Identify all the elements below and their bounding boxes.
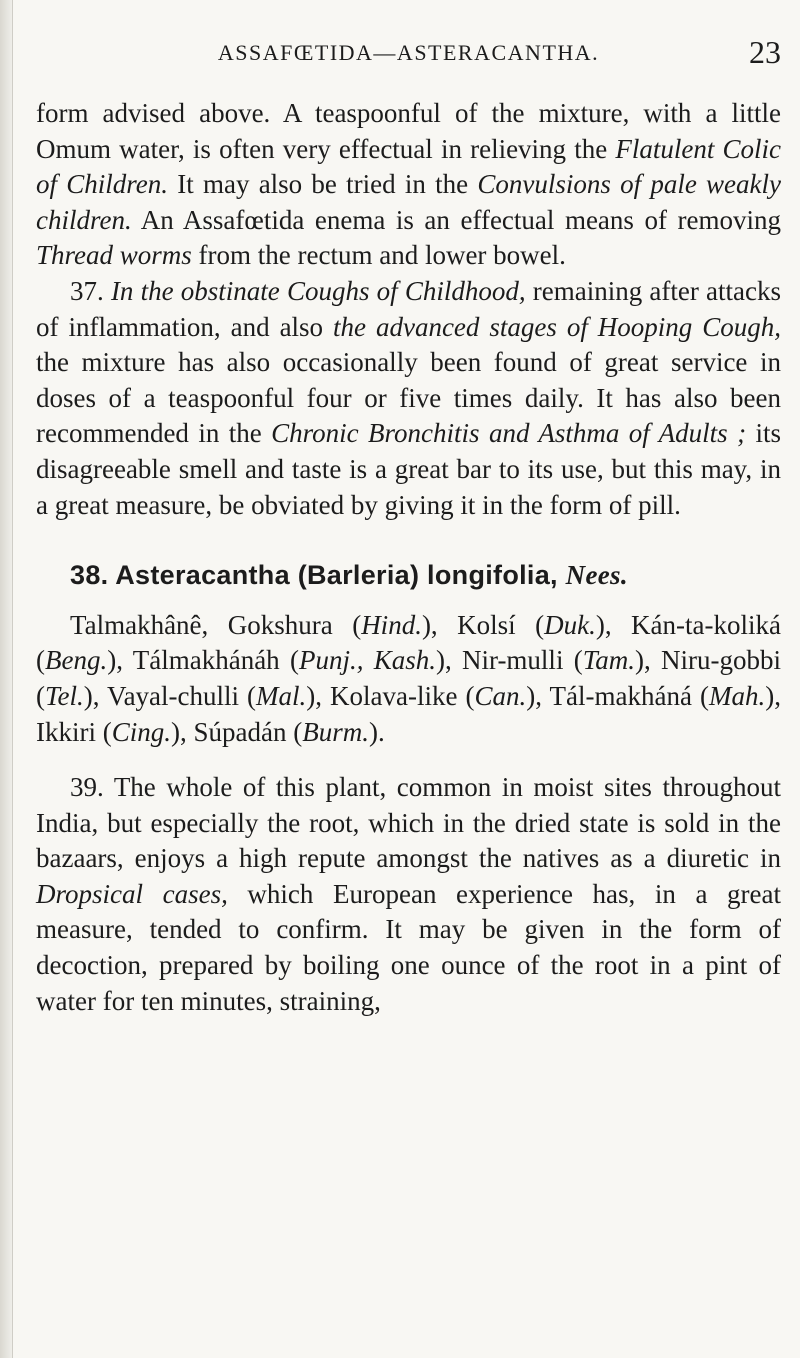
name-run: ), Vayal-chulli ( [83,680,257,711]
name-run: ), Kolsí ( [421,609,545,640]
italic-term: In the obstinate Coughs of Childhood, [110,275,526,306]
paragraph-continued [36,96,781,274]
language-abbrev: Duk. [544,609,596,640]
section-gap [36,523,781,558]
italic-term: Dropsical cases, [36,878,228,909]
text-run: 39. The whole of this plant, common in moist sites throughout India, but especially the root, which in the dried state is sold in the bazaars, enjoys a high repute amongst the natives as a diuretic in [36,772,781,874]
paragraph-number: 37. [70,275,111,306]
name-run: ), Kán-ta-koliká ( [36,609,781,676]
heading-title: 38. Asteracantha (Barleria) longifolia, [70,560,566,591]
page-number: 23 [749,34,781,70]
language-abbrev: Punj., Kash. [298,645,436,676]
text-run: form advised above. A teaspoonful of the mixture, with a little Omum water, is often very effectual in relieving the [36,98,781,164]
paragraph-39 [36,770,781,1019]
italic-term: Chronic Bronchitis and Asthma of Adults ; [271,418,747,449]
text-run: It may also be tried in the [168,169,478,200]
text-run: its disagreeable smell and taste is a great bar to its use, but this may, in a great measure, be obviated by giving it in the form of pill. [36,418,782,520]
page-binding-edge [0,0,13,1358]
name-run: Talmakhânê, Gokshura ( [70,609,362,640]
language-abbrev: Can. [474,680,527,711]
name-run: ), Tál-makháná ( [526,680,709,711]
running-head: ASSAFŒTIDA—ASTERACANTHA. [217,40,600,65]
language-abbrev: Mah. [709,680,766,711]
name-run: ). [368,716,385,747]
text-run: remaining after attacks of inflammation, and also [36,275,781,342]
text-run: from the rectum and lower bowel. [191,240,566,271]
language-abbrev: Burm. [302,716,369,747]
italic-term: the advanced stages of Hooping Cough, [333,311,781,342]
paragraph-37 [36,274,781,523]
name-run: ), Nir-mulli ( [435,645,583,676]
language-abbrev: Hind. [361,609,422,640]
name-run: ), Ikkiri ( [36,680,781,747]
text-run: which European experience has, in a great measure, tended to confirm. It may be given in the form of decoction, prepared by boiling one ounce of the root in a pint of water for ten minutes, straining, [36,878,781,1016]
language-abbrev: Cing. [111,716,171,747]
language-abbrev: Tel. [45,680,84,711]
name-run: ), Tálmakhánáh ( [107,645,299,676]
vernacular-names [36,608,781,750]
text-run: An Assafœtida enema is an effectual means of removing [131,204,781,235]
heading-author: Nees. [565,560,628,591]
italic-term: Thread worms [36,240,192,271]
language-abbrev: Beng. [45,645,108,676]
name-run: ), Súpadán ( [171,716,303,747]
body-text [36,96,781,1019]
page-header [36,34,781,74]
section-heading-38 [36,558,781,594]
italic-term: Flatulent Colic of Children. [36,133,781,200]
name-run: ), Niru-gobbi ( [36,645,781,711]
text-run: the mixture has also occasionally been found of great service in doses of a teaspoonful four or five times daily. It has also been recommended in the [36,347,781,449]
name-run: ), Kolava-like ( [306,680,475,711]
italic-term: Convulsions of pale weakly children. [36,169,781,235]
language-abbrev: Mal. [256,680,307,711]
language-abbrev: Tam. [582,645,635,676]
